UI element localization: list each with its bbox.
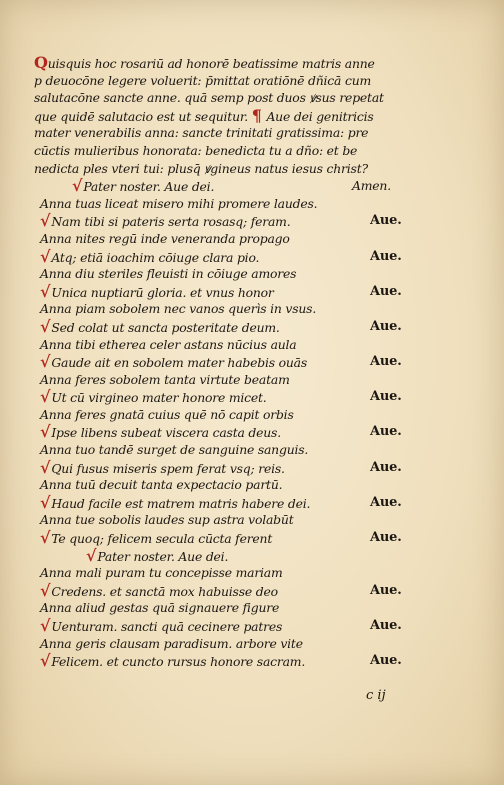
verse-text: Felicem. et cuncto rursus honore sacram.	[51, 654, 306, 670]
verse-mark-icon: √	[40, 580, 51, 600]
verse-mark-icon: √	[40, 422, 51, 442]
verse-text: Haud facile est matrem matris habere dei.	[51, 495, 311, 511]
prose-text: nedicta ples vteri tui: plusq̄ ꝟgineus natus iesus christ?	[34, 160, 368, 176]
drop-initial: Q	[34, 53, 48, 72]
verse-line	[34, 212, 434, 230]
verse-text: Anna feres gnatā cuius quē nō capit orbis	[40, 406, 294, 422]
verse-mark-icon: √	[40, 246, 51, 266]
verse-mark-icon: √	[40, 211, 51, 231]
signature-mark: c ij	[366, 688, 386, 703]
aue-response: Aue.	[370, 424, 402, 440]
pater-text: Pater noster. Aue dei.	[83, 179, 215, 195]
verse-line	[34, 300, 434, 318]
aue-response: Aue.	[370, 653, 402, 669]
verse-line	[34, 459, 434, 477]
verse-line	[34, 318, 434, 336]
verse-line	[34, 265, 434, 283]
prose-text: salutacōne sancte anne. quā semp post duos ꝟsus repetat	[34, 90, 384, 106]
aue-response: Aue.	[370, 530, 402, 546]
prose-line	[34, 72, 434, 90]
verse-line	[34, 511, 434, 529]
pater-text: Pater noster. Aue dei.	[97, 548, 229, 564]
verse-text: Anna diu steriles fleuisti in cōiuge amores	[40, 266, 297, 282]
verse-text: Anna tuo tandē surget de sanguine sanguis.	[40, 442, 309, 458]
verse-text: Nam tibi si pateris serta rosasq; feram.	[51, 214, 291, 230]
prose-text: p deuocōne legere voluerit: p̄mittat oratiōnē dñicā cum	[34, 72, 372, 88]
aue-response: Aue.	[370, 318, 402, 334]
verse-line	[34, 635, 434, 653]
verse-line	[34, 423, 434, 441]
verse-mark-icon: √	[72, 176, 83, 196]
aue-response: Aue.	[370, 459, 402, 475]
verse-line	[34, 388, 434, 406]
verse-line	[34, 476, 434, 494]
verse-text: Gaude ait en sobolem mater habebis ouās	[51, 355, 308, 371]
pater-noster-line	[34, 547, 434, 565]
verse-text: Anna mali puram tu concepisse mariam	[40, 565, 283, 581]
verse-mark-icon: √	[86, 545, 97, 565]
aue-response: Aue.	[370, 582, 402, 598]
prose-line	[34, 160, 434, 178]
verse-line	[34, 283, 434, 301]
verse-line	[34, 195, 434, 213]
prose-text: Aue dei genitricis	[266, 108, 374, 124]
verse-text: Anna nites regū inde veneranda propago	[40, 230, 290, 246]
prose-line	[34, 124, 434, 142]
prose-line	[34, 89, 434, 107]
verse-mark-icon: √	[40, 457, 51, 477]
verse-mark-icon: √	[40, 616, 51, 635]
verse-line	[34, 230, 434, 248]
verse-mark-icon: √	[40, 492, 51, 512]
verse-line	[34, 441, 434, 459]
aue-response: Aue.	[370, 248, 402, 264]
verse-list	[34, 195, 434, 547]
prose-line	[34, 54, 434, 72]
verse-mark-icon: √	[40, 316, 51, 336]
verse-line	[34, 564, 434, 582]
verse-text: Anna geris clausam paradisum. arbore vite	[40, 635, 303, 651]
verse-line	[34, 406, 434, 424]
verse-text: Anna tuū decuit tanta expectacio partū.	[40, 477, 283, 493]
verse-line	[34, 353, 434, 371]
verse-line	[34, 248, 434, 266]
aue-response: Aue.	[370, 389, 402, 405]
verse-text: Qui fusus miseris spem ferat vsq; reis.	[51, 460, 285, 476]
verse-text: Anna tue sobolis laudes sup astra volabūt	[40, 512, 294, 528]
verse-mark-icon: √	[40, 651, 51, 671]
pater-noster-line	[34, 177, 434, 195]
aue-response: Aue.	[370, 213, 402, 229]
prose-text: cūctis mulieribus honorata: benedicta tu a dño: et be	[34, 142, 358, 158]
verse-text: Anna aliud gestas quā signauere figure	[40, 600, 280, 616]
aue-response: Aue.	[370, 283, 402, 299]
verse-text: Sed colat ut sancta posteritate deum.	[51, 319, 280, 335]
verse-line	[34, 371, 434, 389]
verse-text: Uenturam. sancti quā cecinere patres	[51, 619, 283, 634]
verse-line	[34, 617, 434, 635]
aue-response: Aue.	[370, 354, 402, 370]
verse-text: Ut cū virgineo mater honore micet.	[51, 390, 267, 406]
text-block	[34, 54, 434, 670]
verse-line	[34, 529, 434, 547]
verse-text: Ipse libens subeat viscera casta deus.	[51, 425, 281, 441]
prose-text: que quidē salutacio est ut sequitur.	[34, 108, 248, 124]
verse-text: Te quoq; felicem secula cūcta ferent	[51, 531, 273, 547]
verse-line	[34, 599, 434, 617]
verse-text: Credens. et sanctā mox habuisse deo	[51, 583, 278, 599]
verse-mark-icon: √	[40, 387, 51, 407]
prose-text: mater venerabilis anna: sancte trinitati gratissima: pre	[34, 125, 369, 141]
verse-text: Anna piam sobolem nec vanos querìs in vsus.	[40, 301, 317, 317]
verse-text: Atq; etiā ioachim cōiuge clara pio.	[51, 249, 260, 265]
verse-text: Anna tuas liceat misero mihi promere laudes.	[40, 195, 318, 211]
verse-text: Unica nuptiarū gloria. et vnus honor	[51, 284, 274, 300]
verse-line	[34, 652, 434, 670]
verse-line	[34, 494, 434, 512]
prose-line	[34, 107, 434, 125]
paragraph-mark-icon: ¶	[251, 105, 262, 125]
aue-response: Aue.	[370, 618, 402, 633]
verse-line	[34, 582, 434, 600]
verse-mark-icon: √	[40, 281, 51, 301]
amen-label: Amen.	[352, 178, 391, 194]
aue-response: Aue.	[370, 494, 402, 510]
verse-mark-icon: √	[40, 528, 51, 548]
verse-text: Anna tibi etherea celer astans nūcius aula	[40, 336, 297, 352]
verse-line	[34, 336, 434, 354]
verse-list	[34, 564, 434, 670]
verse-text: Anna feres sobolem tanta virtute beatam	[40, 371, 290, 387]
prose-text: uisquis hoc rosariū ad honorē beatissime matris anne	[47, 56, 375, 71]
prose-line	[34, 142, 434, 160]
verse-mark-icon: √	[40, 352, 51, 372]
